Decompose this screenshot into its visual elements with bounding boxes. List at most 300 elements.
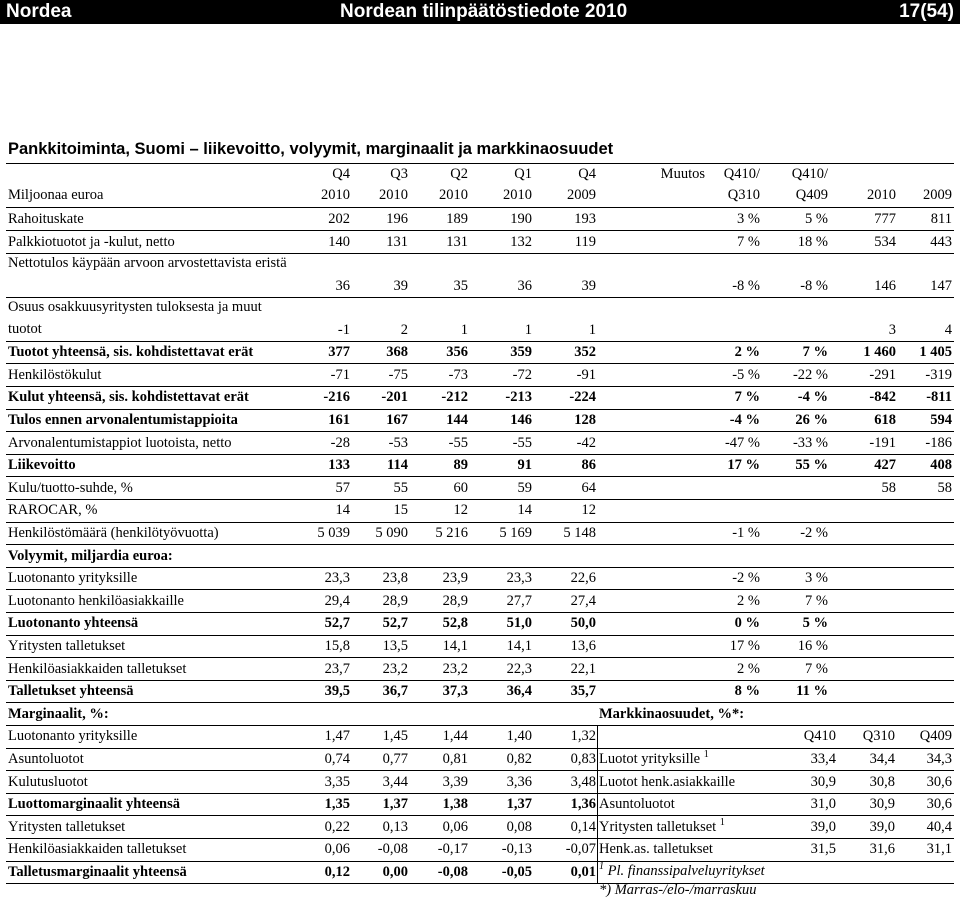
row-label: Kulutusluotot [8, 773, 88, 790]
row-label: Arvonalentumistappiot luotoista, netto [8, 434, 232, 451]
row-value: 35 [453, 277, 468, 294]
footnote-1 [599, 861, 765, 881]
row-value: 0,82 [506, 751, 532, 767]
market-share-value: 30,9 [810, 773, 836, 790]
row-label: Luotonanto yhteensä [8, 615, 139, 632]
market-share-label [599, 816, 725, 839]
row-value: 2 [400, 321, 408, 338]
row-label: Henkilöasiakkaiden talletukset [8, 660, 187, 677]
row-value: -22 % [792, 366, 828, 383]
footnote-marker: 1 [703, 749, 709, 761]
income-row [0, 208, 960, 231]
page-header-bar [0, 0, 960, 24]
row-value: 23,7 [324, 660, 350, 677]
row-value: 377 [328, 344, 350, 361]
column-header-year: 2009 [567, 187, 596, 203]
footnote-marker: 1 [719, 816, 725, 828]
market-share-label-text: Luotot henk.asiakkaille [599, 773, 736, 790]
row-value: 0,00 [382, 864, 408, 880]
row-value: -55 [512, 434, 532, 451]
row-value: 167 [386, 412, 408, 428]
market-share-value: 39,0 [810, 818, 836, 835]
row-label: Rahoituskate [8, 211, 84, 227]
row-label: Luotonanto henkilöasiakkaille [8, 592, 184, 609]
row-value: 36,4 [506, 683, 532, 700]
income-row [0, 477, 960, 500]
row-value: 17 % [727, 457, 760, 474]
row-value: 0,08 [506, 818, 532, 835]
column-header-period: Q410/ [791, 166, 828, 182]
row-value: -75 [388, 366, 408, 383]
row-value: 4 [944, 321, 952, 338]
row-value: 15,8 [324, 638, 350, 654]
row-value: 119 [574, 233, 596, 250]
row-value: -4 % [797, 389, 828, 406]
row-value: 29,4 [324, 592, 350, 609]
row-value: 594 [930, 412, 952, 428]
row-label: Asuntoluotot [8, 751, 84, 767]
row-value: 0,14 [570, 818, 596, 835]
row-value: 23,3 [506, 570, 532, 587]
row-value: 147 [930, 277, 952, 294]
volume-row [0, 590, 960, 613]
row-value: -213 [505, 389, 532, 406]
row-label: Nettotulos käypään arvoon arvostettavista eristä [8, 255, 287, 272]
row-value: 52,8 [442, 615, 468, 632]
row-value: 23,3 [324, 570, 350, 587]
row-value: -55 [448, 434, 468, 451]
column-header-period: Q2 [450, 166, 468, 182]
row-value: 5 216 [435, 525, 468, 541]
row-value: -47 % [724, 434, 760, 451]
row-value: 3,36 [506, 773, 532, 790]
market-share-value: 31,6 [869, 841, 895, 858]
row-value: 91 [517, 457, 532, 474]
row-value: 52,7 [324, 615, 350, 632]
market-share-row [0, 816, 960, 839]
row-value: 0,83 [570, 751, 596, 767]
row-value: 3 % [805, 570, 828, 587]
income-row [0, 386, 960, 409]
row-label: Yritysten talletukset [8, 818, 126, 835]
row-value: 352 [574, 344, 596, 361]
row-value: -91 [576, 366, 596, 383]
market-share-value: 30,8 [869, 773, 895, 790]
market-share-value: 31,1 [926, 841, 952, 858]
row-value: 114 [387, 457, 408, 474]
row-label: Luotonanto yrityksille [8, 728, 138, 745]
row-value: 39 [581, 277, 596, 294]
row-value: 811 [930, 211, 952, 227]
market-share-row [0, 725, 960, 748]
row-value: 534 [874, 233, 896, 250]
row-value: 0,12 [324, 864, 350, 880]
row-value: 1,37 [506, 796, 532, 813]
row-value: 14 [335, 502, 350, 519]
row-value: 7 % [802, 344, 828, 361]
row-label: Liikevoitto [8, 457, 76, 474]
row-value: 11 % [796, 683, 828, 700]
row-value: 0,74 [324, 751, 350, 767]
row-value: -201 [381, 389, 408, 406]
income-row [0, 341, 960, 364]
row-value: 86 [581, 457, 596, 474]
row-value: 1,47 [324, 728, 350, 745]
row-value: 22,1 [570, 660, 596, 677]
row-value: 7 % [805, 660, 828, 677]
row-value: 23,2 [442, 660, 468, 677]
row-label: Henkilöstökulut [8, 366, 102, 383]
column-header-year: Q310 [727, 187, 760, 203]
row-value: 58 [881, 479, 896, 496]
row-value: 5 090 [375, 525, 408, 541]
row-value: 89 [453, 457, 468, 474]
market-share-value: 30,9 [869, 796, 895, 813]
volume-row [0, 612, 960, 635]
row-value: 7 % [805, 592, 828, 609]
row-value: 131 [446, 233, 468, 250]
row-value: 0,06 [324, 841, 350, 858]
market-share-label-text: Luotot yrityksille [599, 751, 701, 767]
row-label: Palkkiotuotot ja -kulut, netto [8, 233, 175, 250]
row-value: -1 [337, 321, 350, 338]
row-value: 5 % [805, 211, 828, 227]
row-label: Tulos ennen arvonalentumistappioita [8, 412, 238, 428]
row-value: -2 % [732, 570, 760, 587]
row-value: 1 460 [863, 344, 896, 361]
row-value: 161 [328, 412, 350, 428]
column-header-period: Q4 [578, 166, 596, 182]
row-value: 2 % [734, 344, 760, 361]
row-value: 22,3 [506, 660, 532, 677]
row-value: 133 [328, 457, 350, 474]
income-row [0, 454, 960, 477]
row-label: Yritysten talletukset [8, 638, 126, 654]
market-share-heading: Markkinaosuudet, %*: [599, 705, 745, 722]
row-value: 0,13 [382, 818, 408, 835]
row-value: -53 [388, 434, 408, 451]
column-header-year: 2010 [379, 187, 408, 203]
market-share-label [599, 771, 735, 794]
row-value: 27,7 [506, 592, 532, 609]
row-value: 50,0 [570, 615, 596, 632]
row-value: 64 [581, 479, 596, 496]
row-value: 131 [386, 233, 408, 250]
row-value: 3,44 [382, 773, 408, 790]
row-value: 13,5 [382, 638, 408, 654]
column-header-year: 2010 [503, 187, 532, 203]
row-value: -0,17 [437, 841, 468, 858]
row-value: -33 % [792, 434, 828, 451]
income-row [0, 231, 960, 254]
row-label: Henkilöstömäärä (henkilötyövuotta) [8, 525, 219, 541]
market-share-value: 33,4 [810, 751, 836, 767]
row-value: 1,37 [382, 796, 408, 813]
column-header-period: Q410/ [723, 166, 760, 182]
row-value: 1,40 [506, 728, 532, 745]
row-value: 5 % [802, 615, 828, 632]
row-value: 3 [888, 321, 896, 338]
column-header-period: Q1 [514, 166, 532, 182]
row-value: 146 [874, 277, 896, 294]
column-header-period: Muutos [660, 166, 705, 182]
row-value: -186 [925, 434, 952, 451]
row-value: 202 [328, 211, 350, 227]
row-label: Talletusmarginaalit yhteensä [8, 864, 187, 880]
row-value: 3,48 [570, 773, 596, 790]
row-value: -191 [869, 434, 896, 451]
row-value: 1,45 [382, 728, 408, 745]
market-share-value: 31,5 [810, 841, 836, 858]
row-value: 28,9 [442, 592, 468, 609]
row-value: -0,13 [501, 841, 532, 858]
unit-label: Miljoonaa euroa [8, 187, 104, 203]
row-value: -291 [869, 366, 896, 383]
market-share-column-header: Q409 [919, 728, 952, 745]
header-company: Nordea [6, 1, 72, 22]
row-value: 0,01 [570, 864, 596, 880]
row-value: 144 [446, 412, 468, 428]
table-top-rule [6, 163, 954, 164]
row-value: -5 % [732, 366, 760, 383]
row-value: 18 % [797, 233, 828, 250]
market-share-value: 34,3 [926, 751, 952, 767]
row-value: -1 % [732, 525, 760, 541]
footnote-1-marker: 1 [599, 861, 604, 873]
column-header-year: 2009 [923, 187, 952, 203]
row-label: Osuus osakkuusyritysten tuloksesta ja muut tuotot [8, 299, 262, 337]
row-value: 36 [517, 277, 532, 294]
footnote-1-text: Pl. finanssipalveluyritykset [607, 863, 765, 879]
row-value: 0,77 [382, 751, 408, 767]
market-share-label [599, 838, 713, 861]
row-value: 57 [335, 479, 350, 496]
row-value: 0,06 [442, 818, 468, 835]
row-value: 23,9 [442, 570, 468, 587]
row-value: -73 [448, 366, 468, 383]
header-page-number: 17(54) [899, 1, 954, 22]
volume-row [0, 567, 960, 590]
market-share-row [0, 748, 960, 771]
row-value: -0,07 [565, 841, 596, 858]
row-value: -842 [869, 389, 896, 406]
row-label: Kulut yhteensä, sis. kohdistettavat erät [8, 389, 249, 406]
volume-row [0, 680, 960, 703]
column-header-period: Q3 [390, 166, 408, 182]
row-value: -2 % [800, 525, 828, 541]
margins-heading: Marginaalit, %: [8, 705, 109, 722]
row-value: 14,1 [506, 638, 532, 654]
row-value: -0,08 [377, 841, 408, 858]
row-value: -0,08 [437, 864, 468, 880]
column-header-year: 2010 [867, 187, 896, 203]
volume-row [0, 635, 960, 658]
row-value: 7 % [734, 389, 760, 406]
income-row [0, 253, 960, 297]
row-value: 2 % [737, 592, 760, 609]
margins-heading-row [0, 703, 960, 726]
row-value: 22,6 [570, 570, 596, 587]
income-row [0, 522, 960, 545]
row-label: Tuotot yhteensä, sis. kohdistettavat erät [8, 344, 254, 361]
market-share-row [0, 771, 960, 794]
row-value: 60 [453, 479, 468, 496]
market-share-label [599, 748, 709, 771]
row-value: 777 [874, 211, 896, 227]
row-value: -811 [926, 389, 952, 406]
row-value: 5 148 [563, 525, 596, 541]
row-label: Luottomarginaalit yhteensä [8, 796, 180, 813]
market-share-column-header: Q310 [862, 728, 895, 745]
income-row [0, 499, 960, 522]
row-value: -212 [441, 389, 468, 406]
row-value: 8 % [734, 683, 760, 700]
column-header-year: 2010 [321, 187, 350, 203]
row-value: 37,3 [442, 683, 468, 700]
market-share-value: 30,6 [926, 796, 952, 813]
row-value: -319 [925, 366, 952, 383]
footnote-2: *) Marras-/elo-/marraskuu [599, 881, 757, 898]
row-value: 1 [460, 321, 468, 338]
row-value: 28,9 [382, 592, 408, 609]
row-value: -28 [330, 434, 350, 451]
row-value: 190 [510, 211, 532, 227]
row-value: -4 % [729, 412, 760, 428]
row-value: 13,6 [570, 638, 596, 654]
row-value: 368 [386, 344, 408, 361]
row-label: Kulu/tuotto-suhde, % [8, 479, 133, 496]
row-value: -72 [512, 366, 532, 383]
row-value: 193 [574, 211, 596, 227]
row-value: 35,7 [570, 683, 596, 700]
row-value: 427 [874, 457, 896, 474]
column-header-year: 2010 [439, 187, 468, 203]
row-label: Talletukset yhteensä [8, 683, 134, 700]
row-value: 17 % [729, 638, 760, 654]
row-value: 0,81 [442, 751, 468, 767]
row-value: -71 [330, 366, 350, 383]
row-value: 2 % [737, 660, 760, 677]
row-value: 1,32 [570, 728, 596, 745]
row-value: 12 [453, 502, 468, 519]
row-value: 140 [328, 233, 350, 250]
row-label: RAROCAR, % [8, 502, 98, 519]
row-value: 1,35 [324, 796, 350, 813]
row-value: 14,1 [442, 638, 468, 654]
row-value: 36 [335, 277, 350, 294]
row-value: 1 [588, 321, 596, 338]
row-value: 1,38 [442, 796, 468, 813]
row-value: 356 [446, 344, 468, 361]
row-value: 12 [581, 502, 596, 519]
column-header-period: Q4 [332, 166, 350, 182]
row-value: 618 [874, 412, 896, 428]
row-value: 59 [517, 479, 532, 496]
row-value: 14 [517, 502, 532, 519]
row-value: 36,7 [382, 683, 408, 700]
row-value: 15 [393, 502, 408, 519]
market-share-value: 39,0 [869, 818, 895, 835]
row-value: 5 169 [499, 525, 532, 541]
section-title: Pankkitoiminta, Suomi – liikevoitto, volyymit, marginaalit ja markkinaosuudet [8, 140, 614, 158]
row-value: 5 039 [317, 525, 350, 541]
row-value: -8 % [800, 277, 828, 294]
market-share-row [0, 838, 960, 861]
row-value: 189 [446, 211, 468, 227]
row-value: 1,44 [442, 728, 468, 745]
row-value: 55 % [795, 457, 828, 474]
row-value: 39,5 [324, 683, 350, 700]
row-value: -8 % [732, 277, 760, 294]
row-value: 196 [386, 211, 408, 227]
market-share-label [599, 793, 675, 816]
row-value: 359 [510, 344, 532, 361]
row-value: 408 [930, 457, 952, 474]
row-value: 39 [393, 277, 408, 294]
row-value: 52,7 [382, 615, 408, 632]
market-share-value: 30,6 [926, 773, 952, 790]
volume-row [0, 658, 960, 681]
row-value: 128 [574, 412, 596, 428]
row-label: Henkilöasiakkaiden talletukset [8, 841, 187, 858]
volumes-heading-row [0, 545, 960, 568]
row-value: -216 [323, 389, 350, 406]
row-value: 7 % [737, 233, 760, 250]
row-value: 146 [510, 412, 532, 428]
income-row [0, 297, 960, 341]
row-value: 27,4 [570, 592, 596, 609]
column-divider [597, 725, 598, 883]
row-value: -224 [569, 389, 596, 406]
row-value: 3,39 [442, 773, 468, 790]
market-share-row [0, 793, 960, 816]
row-value: 58 [937, 479, 952, 496]
row-value: 1,36 [570, 796, 596, 813]
row-value: 1 405 [919, 344, 952, 361]
row-value: 1 [524, 321, 532, 338]
market-share-row [0, 861, 960, 884]
header-document-title: Nordean tilinpäätöstiedote 2010 [340, 1, 628, 22]
row-value: 3,35 [324, 773, 350, 790]
column-header-year: Q409 [795, 187, 828, 203]
row-value: -0,05 [501, 864, 532, 880]
row-value: 132 [510, 233, 532, 250]
volumes-heading: Volyymit, miljardia euroa: [8, 547, 173, 564]
row-value: -42 [576, 434, 596, 451]
row-label: Luotonanto yrityksille [8, 570, 138, 587]
row-value: 23,2 [382, 660, 408, 677]
income-row [0, 432, 960, 455]
market-share-label-text: Asuntoluotot [599, 796, 675, 813]
income-row [0, 364, 960, 387]
market-share-value: 31,0 [810, 796, 836, 813]
row-value: 23,8 [382, 570, 408, 587]
row-value: 443 [930, 233, 952, 250]
row-value: 51,0 [506, 615, 532, 632]
market-share-value: 40,4 [926, 818, 952, 835]
row-value: 55 [393, 479, 408, 496]
market-share-column-header: Q410 [803, 728, 836, 745]
row-value: 16 % [797, 638, 828, 654]
row-value: 26 % [795, 412, 828, 428]
income-row [0, 409, 960, 432]
row-value: 3 % [737, 211, 760, 227]
market-share-label-text: Yritysten talletukset [599, 818, 717, 835]
row-value: 0 % [734, 615, 760, 632]
market-share-label-text: Henk.as. talletukset [599, 841, 713, 858]
row-value: 0,22 [324, 818, 350, 835]
market-share-value: 34,4 [869, 751, 895, 767]
